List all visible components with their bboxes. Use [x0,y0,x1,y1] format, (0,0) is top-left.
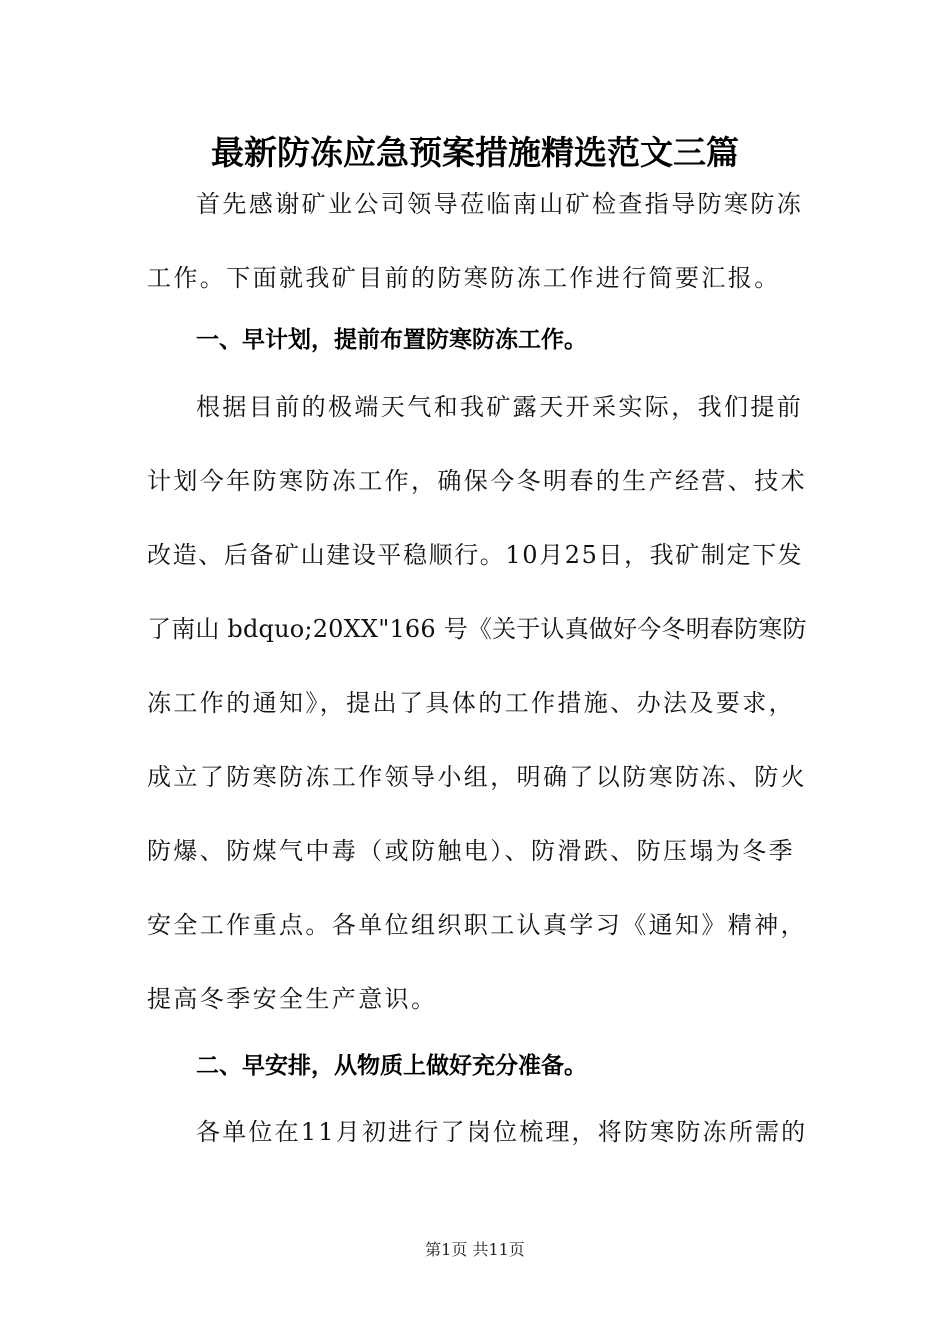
paragraph-line: 了南山 bdquo;20XX"166 号《关于认真做好今冬明春防寒防 [147,615,807,643]
paragraph-line: 根据目前的极端天气和我矿露天开采实际，我们提前 [196,393,804,421]
page-footer: 第1页 共11页 [425,1240,525,1259]
document-title: 最新防冻应急预案措施精选范文三篇 [211,133,739,172]
paragraph-line: 首先感谢矿业公司领导莅临南山矿检查指导防寒防冻 [196,190,804,218]
paragraph-line: 改造、后备矿山建设平稳顺行。10月25日，我矿制定下发 [147,541,804,569]
paragraph-line: 安全工作重点。各单位组织职工认真学习《通知》精神， [147,911,807,939]
paragraph-line: 各单位在11月初进行了岗位梳理，将防寒防冻所需的 [196,1118,808,1146]
paragraph-line: 提高冬季安全生产意识。 [147,985,438,1013]
paragraph-line: 成立了防寒防冻工作领导小组，明确了以防寒防冻、防火 [147,763,807,791]
section-heading-2: 二、早安排，从物质上做好充分准备。 [196,1053,587,1079]
paragraph-line: 冻工作的通知》，提出了具体的工作措施、办法及要求， [147,689,795,717]
paragraph-line: 计划今年防寒防冻工作，确保今冬明春的生产经营、技术 [147,467,807,495]
section-heading-1: 一、早计划，提前布置防寒防冻工作。 [196,327,587,353]
paragraph-line: 防爆、防煤气中毒（或防触电）、防滑跌、防压塌为冬季 [147,837,795,865]
paragraph-line: 工作。下面就我矿目前的防寒防冻工作进行简要汇报。 [147,264,781,292]
